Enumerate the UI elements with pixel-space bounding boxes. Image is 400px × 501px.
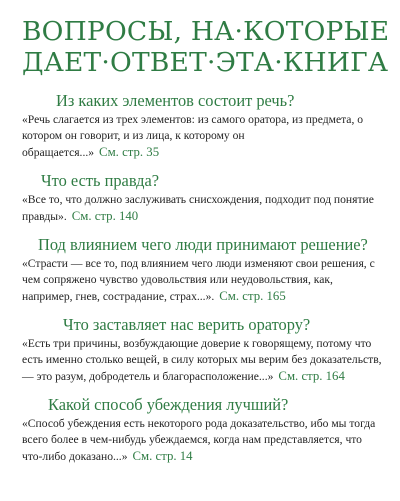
page-reference: См. стр. 14 xyxy=(132,449,193,463)
answer-text: «Речь слагается из трех элементов: из самого оратора, из предмета, о котором он говорит, и из лица, к которому он обращается...» xyxy=(22,113,364,159)
page-reference: См. стр. 165 xyxy=(219,289,286,303)
answer-text: «Есть три причины, возбуждающие доверие к говорящему, потому что есть именно столько вещей, в силу которых мы верим без доказательств,— это разум, добродетель и благорасположение...» xyxy=(22,337,382,383)
qa-block xyxy=(22,172,384,225)
qa-block xyxy=(22,396,384,465)
answer-text: «Все то, что должно заслуживать снисхождения, подходит под понятие правды». xyxy=(22,193,374,223)
question-heading: Какой способ убеждения лучший? xyxy=(48,395,289,414)
answer-quote xyxy=(22,192,384,225)
question-heading: Под влиянием чего люди принимают решение? xyxy=(38,235,368,254)
page-reference: См. стр. 35 xyxy=(99,145,160,159)
page-title xyxy=(22,16,390,78)
question-heading: Что есть правда? xyxy=(41,171,160,190)
answer-quote xyxy=(22,112,384,161)
question-heading: Что заставляет нас верить оратору? xyxy=(63,315,311,334)
page-reference: См. стр. 140 xyxy=(71,209,139,223)
qa-block xyxy=(22,236,384,305)
answer-text: «Страсти — все то, под влиянием чего люди изменяют свои решения, с чем сопряжено чувство удовольствия или неудовольствия, как, например, гнев, сострадание, страх...». xyxy=(22,257,375,303)
page-title-line-1: ВОПРОСЫ, НА·КОТОРЫЕ xyxy=(22,16,390,47)
qa-block xyxy=(22,316,384,385)
answer-quote xyxy=(22,336,384,385)
answer-text: «Способ убеждения есть некоторого рода доказательство, ибо мы тогда всего более в чем-нибудь убеждаемся, когда нам представляется, что что-либо доказано...» xyxy=(22,417,376,463)
qa-block xyxy=(22,92,384,161)
question-heading: Из каких элементов состоит речь? xyxy=(56,91,295,110)
page-title-line-2: ДАЕТ·ОТВЕТ·ЭТА·КНИГА xyxy=(22,47,389,78)
answer-quote xyxy=(22,256,384,305)
answer-quote xyxy=(22,416,384,465)
page-reference: См. стр. 164 xyxy=(278,369,345,383)
